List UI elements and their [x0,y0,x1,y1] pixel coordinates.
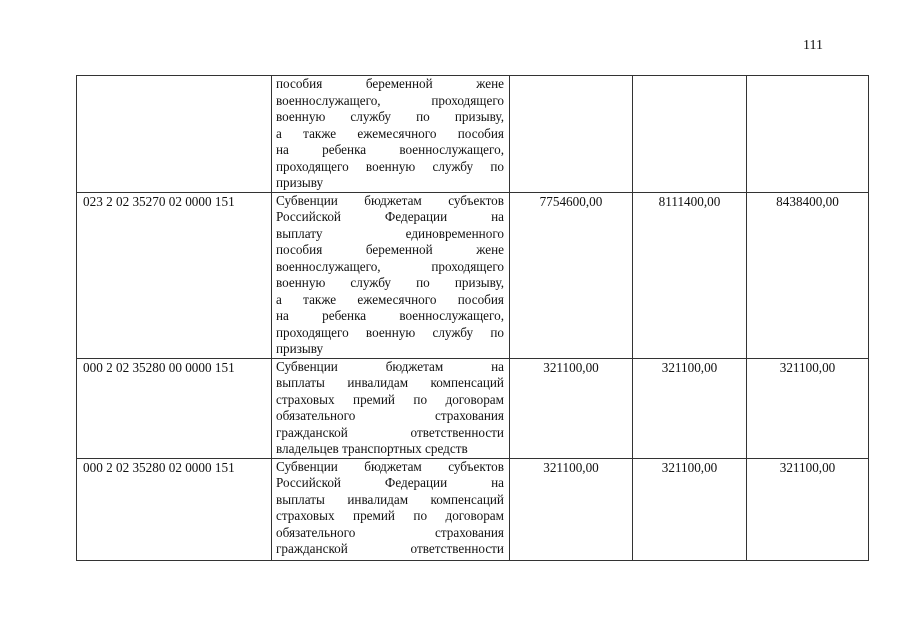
table-row [77,458,869,560]
description-line: проходящего военную службу по [276,158,504,174]
amount-year1-cell: 7754600,00 [510,192,633,358]
amount-year2-cell: 321100,00 [633,458,747,560]
amount-year2-cell [633,76,747,193]
description-line: владельцев транспортных средств [276,441,468,456]
description-line: на ребенка военнослужащего, [276,308,504,323]
description-cell [272,76,510,193]
description-line: пособия беременной жене [276,242,504,257]
description-line: обязательного страхования [276,408,504,423]
description-line: на ребенка военнослужащего, [276,142,504,157]
description-line: обязательного страхования [276,524,504,540]
description-line: призыву [276,341,324,356]
description-line: Субвенции бюджетам субъектов [276,192,504,208]
budget-code-cell: 000 2 02 35280 00 0000 151 [77,358,272,458]
table-row [77,76,869,193]
budget-table [76,75,869,561]
budget-code-cell: 000 2 02 35280 02 0000 151 [77,458,272,560]
description-line: страховых премий по договорам [276,391,504,407]
description-cell [272,458,510,560]
amount-year1-cell: 321100,00 [510,458,633,560]
description-line: а также ежемесячного пособия [276,125,504,141]
amount-year2-cell: 8111400,00 [633,192,747,358]
description-line: выплаты инвалидам компенсаций [276,375,504,390]
budget-code-cell: 023 2 02 35270 02 0000 151 [77,192,272,358]
description-line: страховых премий по договорам [276,508,504,523]
amount-year3-cell: 8438400,00 [747,192,869,358]
amount-year1-cell: 321100,00 [510,358,633,458]
description-line: выплаты инвалидам компенсаций [276,491,504,507]
amount-year2-cell: 321100,00 [633,358,747,458]
description-line: военную службу по призыву, [276,275,504,290]
amount-year3-cell: 321100,00 [747,458,869,560]
table-row [77,192,869,358]
description-line: выплату единовременного [276,225,504,241]
description-line: а также ежемесячного пособия [276,291,504,307]
description-line: военнослужащего, проходящего [276,92,504,108]
description-cell [272,358,510,458]
description-cell [272,192,510,358]
amount-year3-cell [747,76,869,193]
page-number: 111 [803,38,823,53]
amount-year3-cell: 321100,00 [747,358,869,458]
description-line: гражданской ответственности [276,424,504,440]
description-line: Субвенции бюджетам на [276,358,504,374]
description-line: призыву [276,175,324,190]
description-line: Российской Федерации на [276,209,504,224]
description-line: военнослужащего, проходящего [276,258,504,274]
description-line: военную службу по призыву, [276,109,504,124]
budget-code-cell [77,76,272,193]
description-line: проходящего военную службу по [276,324,504,340]
description-line: гражданской ответственности [276,541,504,556]
amount-year1-cell [510,76,633,193]
description-line: Российской Федерации на [276,475,504,490]
table-row [77,358,869,458]
description-line: пособия беременной жене [276,76,504,91]
description-line: Субвенции бюджетам субъектов [276,458,504,474]
